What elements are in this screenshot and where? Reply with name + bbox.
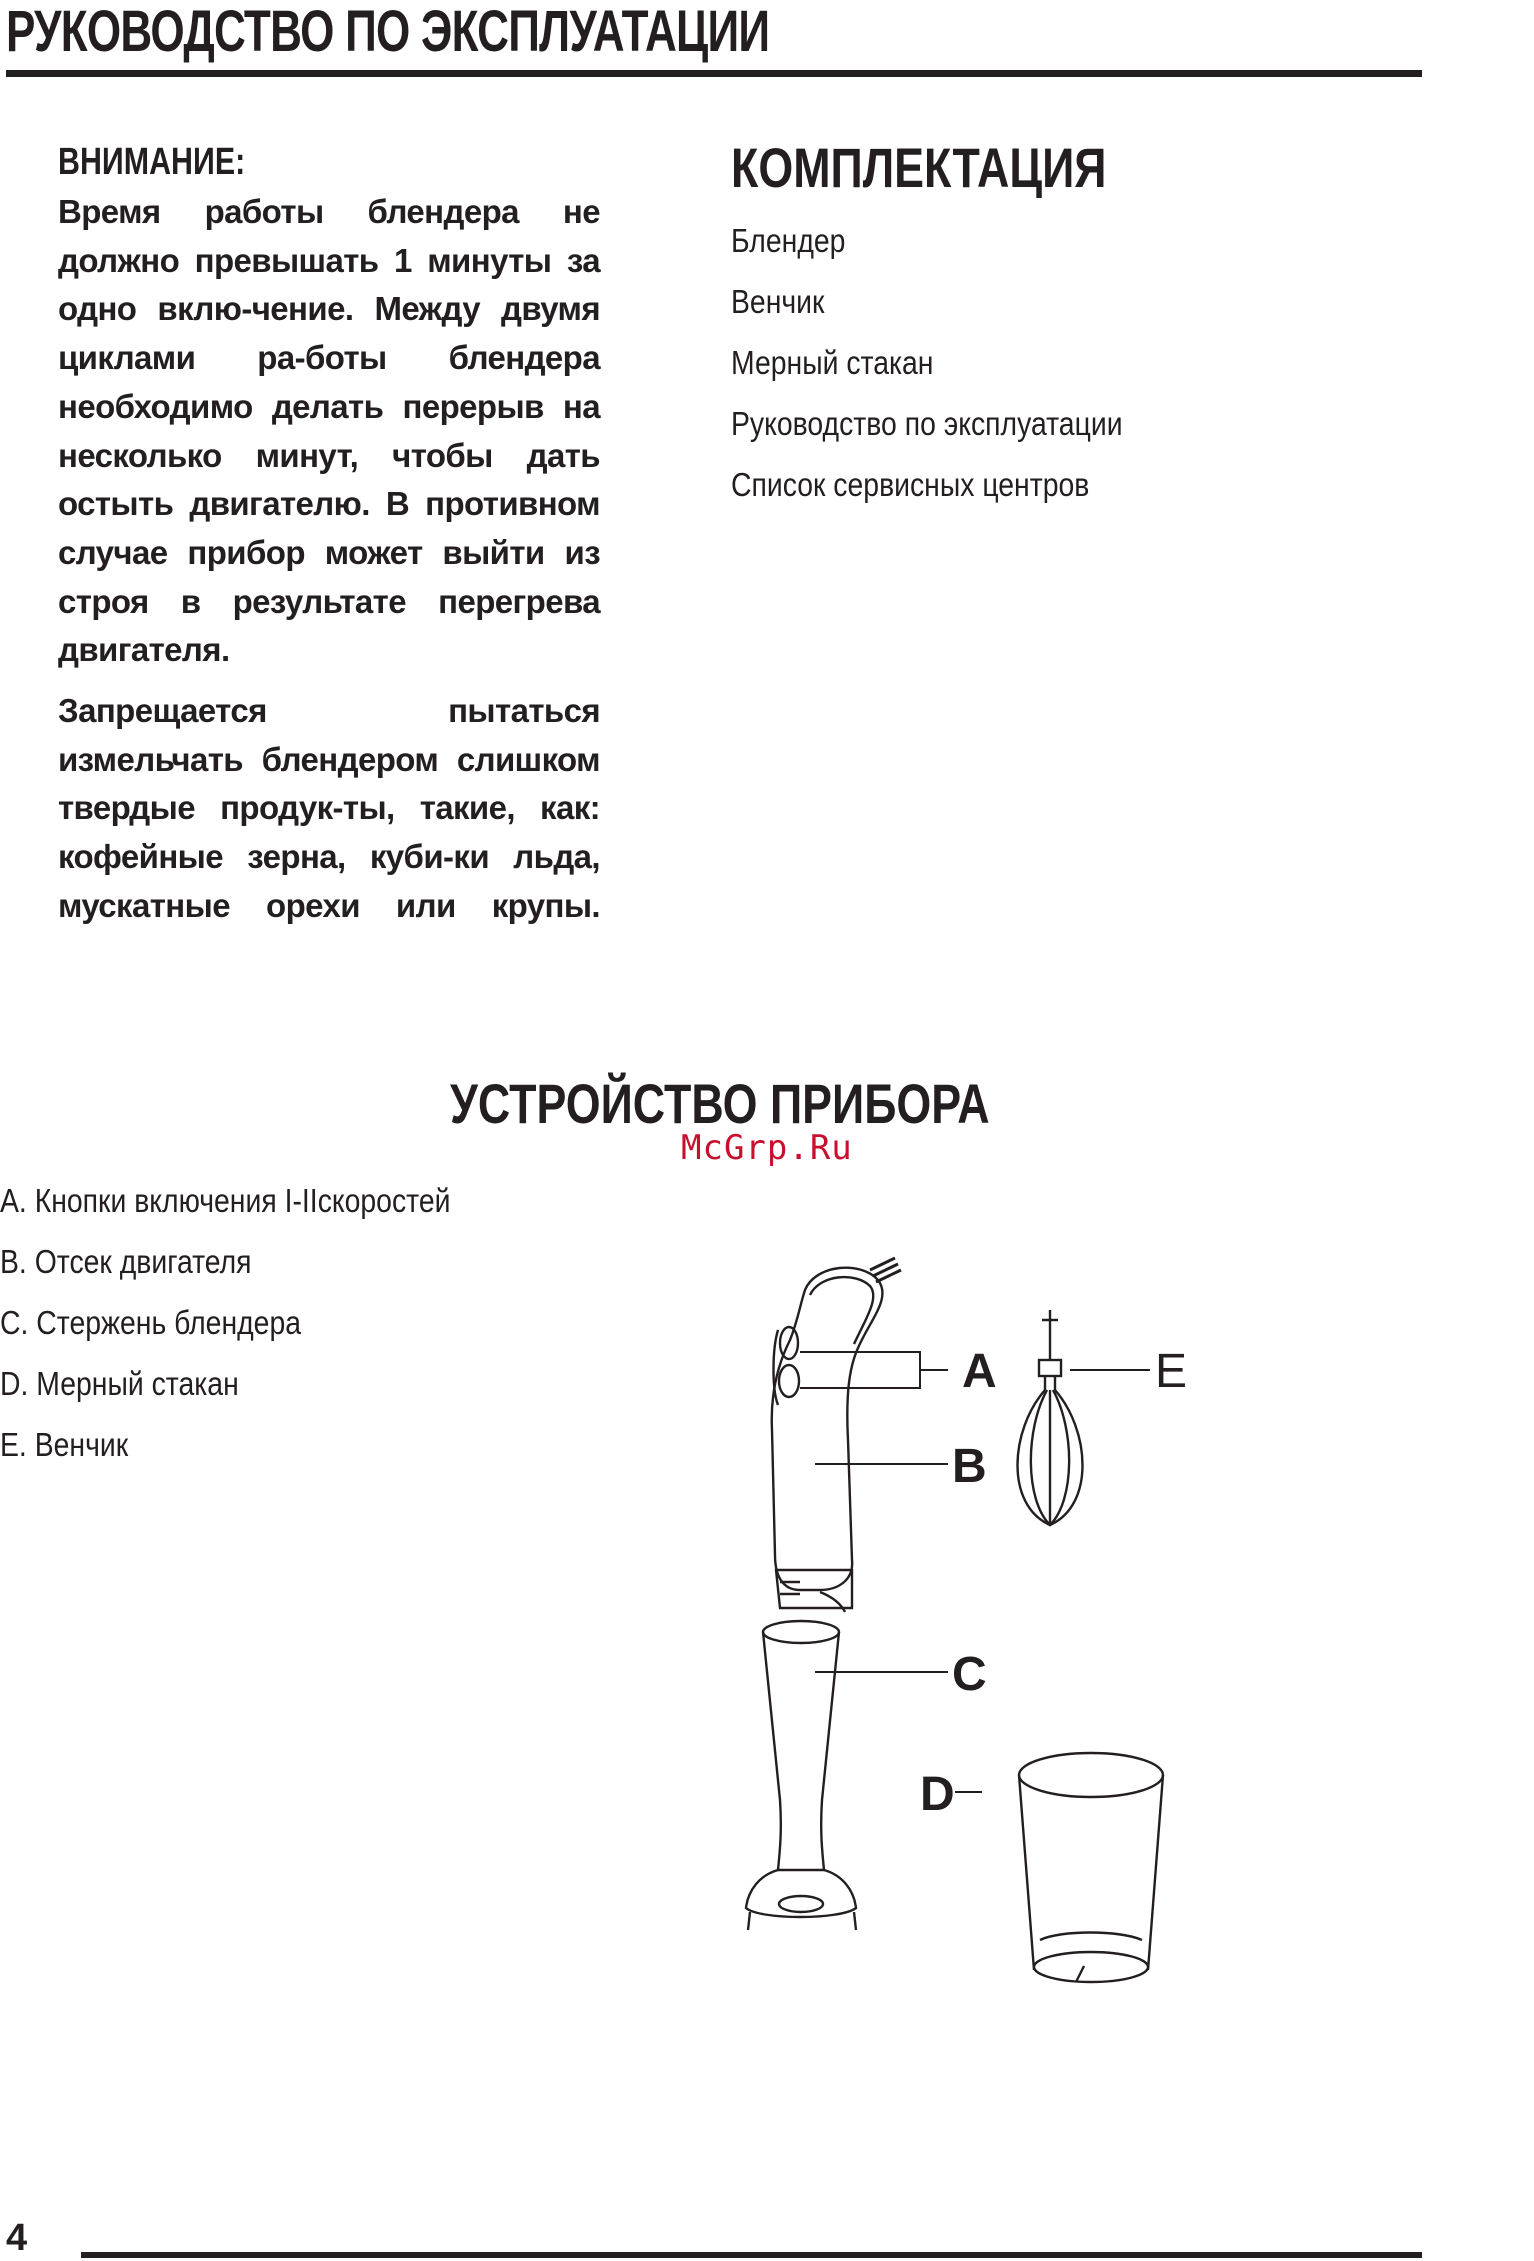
part-item-e: E. Венчик xyxy=(0,1426,129,1463)
page-number: 4 xyxy=(6,2217,28,2259)
warning-heading: ВНИМАНИЕ: xyxy=(58,141,246,183)
diagram-label-e: E xyxy=(1155,1345,1188,1398)
footer-rule xyxy=(81,2252,1422,2258)
kit-item: Руководство по эксплуатации xyxy=(731,405,1123,442)
kit-item: Венчик xyxy=(731,283,825,320)
kit-list xyxy=(731,210,1186,515)
kit-item: Список сервисных центров xyxy=(731,466,1090,503)
warning-paragraph-1: Время работы блендера не должно превышать 1 минуты за одно вклю-чение. Между двумя циклами ра-боты блендера необходимо делать перерыв на несколько минут, чтобы дать остыть двигателю. В противном случае прибор может выйти из строя в результате перегрева двигателя. xyxy=(58,193,600,669)
motor-body-illustration xyxy=(772,1258,901,1612)
diagram-label-b: B xyxy=(952,1440,987,1493)
blender-shaft-illustration xyxy=(746,1621,856,1930)
diagram-label-a: A xyxy=(962,1345,997,1398)
kit-item: Мерный стакан xyxy=(731,344,934,381)
device-title: УСТРОЙСТВО ПРИБОРА xyxy=(450,1072,990,1135)
page-title: РУКОВОДСТВО ПО ЭКСПЛУАТАЦИИ xyxy=(6,0,770,64)
parts-list xyxy=(0,1170,524,1475)
header-rule xyxy=(6,70,1422,77)
diagram-label-c: C xyxy=(952,1648,987,1701)
part-item-a: A. Кнопки включения I-IIскоростей xyxy=(0,1182,451,1219)
kit-item: Блендер xyxy=(731,222,846,259)
part-item-d: D. Мерный стакан xyxy=(0,1365,239,1402)
diagram-label-d: D xyxy=(920,1768,955,1821)
warning-paragraph-2: Запрещается пытаться измельчать блендером слишком твердые продук-ты, такие, как: кофейные зерна, куби-ки льда, мускатные орехи или крупы. xyxy=(58,692,600,924)
blender-diagram xyxy=(720,1240,1240,2000)
part-item-c: C. Стержень блендера xyxy=(0,1304,302,1341)
measuring-cup-illustration xyxy=(1019,1753,1163,1982)
warning-block xyxy=(58,138,600,931)
part-item-b: B. Отсек двигателя xyxy=(0,1243,252,1280)
watermark: McGrp.Ru xyxy=(681,1128,853,1168)
kit-title: КОМПЛЕКТАЦИЯ xyxy=(731,136,1107,199)
whisk-illustration xyxy=(1018,1310,1083,1525)
